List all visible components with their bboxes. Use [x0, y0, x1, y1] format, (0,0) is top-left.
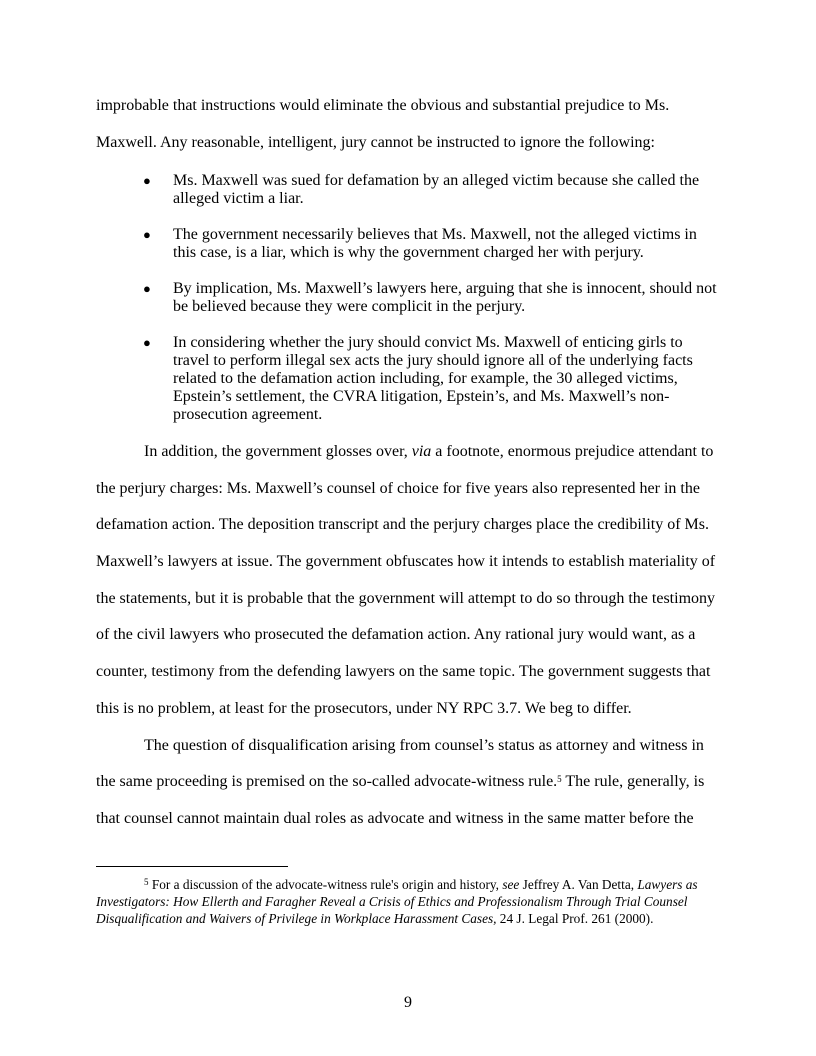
para2-line-1 — [144, 442, 713, 461]
footnote-title: Lawyers as Investigators: How Ellerth and Faragher Reveal a Crisis of Ethics and Professionalism Through Trial Counsel Disqualification and Waivers of Privilege in Workplace Harassment Cases, — [96, 877, 698, 926]
bullet-icon: ● — [143, 173, 151, 188]
para2-line-5: the statements, but it is probable that the government will attempt to do so through the testimony — [96, 590, 716, 607]
bullet-text: In considering whether the jury should convict Ms. Maxwell of enticing girls to travel to perform illegal sex acts the jury should ignore all of the underlying facts related to the defamation action including, for example, the 30 alleged victims, Epstein’s settlement, the CVRA litigation, Epstein’s, and Ms. Maxwell’s non-prosecution agreement. — [173, 334, 693, 423]
bullet-icon: ● — [143, 281, 151, 296]
para2-line-2: the perjury charges: Ms. Maxwell’s counsel of choice for five years also represented her in the — [96, 480, 700, 497]
bullet-icon: ● — [143, 335, 151, 350]
footnote-author: Jeffrey A. Van Detta, — [519, 877, 635, 892]
footnote-separator — [96, 866, 288, 867]
para3-text: The rule, generally, is — [561, 773, 705, 790]
para2-line-7: counter, testimony from the defending lawyers on the same topic. The government suggests that — [96, 663, 711, 680]
bullet-text: Ms. Maxwell was sued for defamation by an alleged victim because she called the alleged victim a liar. — [173, 172, 700, 207]
footnote — [96, 876, 720, 927]
bullet-text: The government necessarily believes that Ms. Maxwell, not the alleged victims in this case, is a liar, which is why the government charged her with perjury. — [173, 226, 697, 261]
para2-line-6: of the civil lawyers who prosecuted the defamation action. Any rational jury would want, as a — [96, 626, 696, 643]
bullet-text: By implication, Ms. Maxwell’s lawyers here, arguing that she is innocent, should not be believed because they were complicit in the perjury. — [173, 280, 717, 315]
footnote-see: see — [502, 877, 520, 892]
footnote-marker: 5 — [144, 877, 149, 887]
footnote-citation: 24 J. Legal Prof. 261 (2000). — [496, 911, 654, 926]
para3-line-3: that counsel cannot maintain dual roles as advocate and witness in the same matter before the — [96, 810, 694, 827]
footnote-text: For a discussion of the advocate-witness rule's origin and history, — [148, 877, 503, 892]
para2-line-8: this is no problem, at least for the prosecutors, under NY RPC 3.7. We beg to differ. — [96, 700, 632, 717]
para2-text: a footnote, enormous prejudice attendant to — [431, 443, 714, 460]
bullet-icon: ● — [143, 227, 151, 242]
body-line-1: improbable that instructions would eliminate the obvious and substantial prejudice to Ms. — [96, 97, 670, 114]
para2-line-3: defamation action. The deposition transcript and the perjury charges place the credibility of Ms. — [96, 516, 709, 533]
body-line-2: Maxwell. Any reasonable, intelligent, jury cannot be instructed to ignore the following: — [96, 134, 655, 151]
para3-text: the same proceeding is premised on the so-called advocate-witness rule. — [96, 773, 558, 790]
para2-text: In addition, the government glosses over, — [144, 443, 412, 460]
para2-italic-via: via — [411, 443, 432, 460]
para2-line-4: Maxwell’s lawyers at issue. The government obfuscates how it intends to establish materiality of — [96, 553, 716, 570]
footnote-reference: 5 — [557, 774, 562, 784]
para3-line-2 — [96, 772, 704, 791]
page-number: 9 — [404, 994, 412, 1011]
para3-line-1: The question of disqualification arising from counsel’s status as attorney and witness in — [144, 737, 704, 754]
